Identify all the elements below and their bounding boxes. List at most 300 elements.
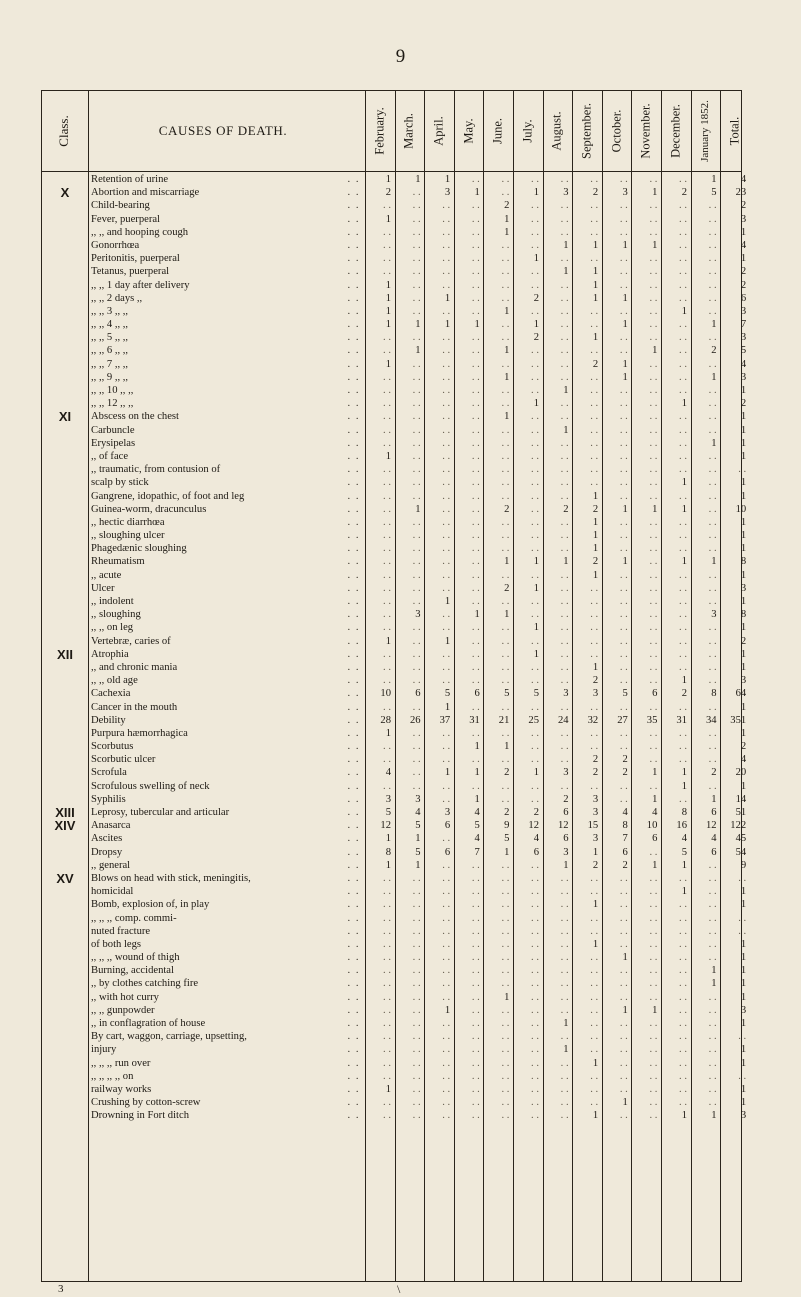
month-count: . . [679, 938, 687, 950]
month-count: 6 [711, 846, 717, 858]
leader-dots: . . [347, 886, 360, 898]
month-count: . . [708, 1097, 717, 1109]
total-count: 1 [740, 938, 747, 950]
month-count: . . [471, 556, 480, 568]
month-count: . . [501, 859, 510, 871]
month-count: 1 [711, 556, 717, 568]
cause-of-death [91, 503, 363, 516]
cause-of-death [91, 766, 363, 779]
month-count: . . [649, 253, 658, 265]
table-row [42, 991, 747, 1004]
month-count: . . [708, 701, 717, 713]
month-count: . . [560, 952, 569, 964]
month-header: September. [579, 103, 594, 159]
month-count: . . [383, 503, 391, 515]
month-count: . . [442, 385, 451, 396]
month-count: . . [590, 727, 599, 739]
table-row [42, 503, 747, 516]
month-count: . . [619, 965, 628, 977]
month-count: 37 [439, 714, 451, 726]
month-count: . . [619, 450, 628, 462]
month-count: . . [501, 569, 510, 581]
month-count: . . [679, 701, 687, 713]
month-count: . . [383, 385, 391, 396]
month-count: 1 [533, 556, 539, 568]
month-count: . . [383, 371, 391, 383]
month-count: . . [501, 319, 510, 331]
cause-of-death [91, 780, 363, 793]
total-count: 1 [740, 543, 747, 555]
month-count: 3 [622, 187, 628, 199]
cause-label: ,, ,, 7 ,, ,, [91, 358, 129, 370]
month-count: . . [619, 213, 628, 225]
month-count: . . [708, 398, 717, 410]
month-count: . . [590, 952, 599, 964]
month-count: . . [383, 1070, 391, 1082]
month-count: . . [442, 239, 451, 251]
month-count: . . [679, 213, 687, 225]
month-count: . . [679, 609, 687, 621]
month-count: . . [590, 319, 599, 331]
month-count: 1 [444, 292, 451, 304]
month-count: 2 [592, 859, 599, 871]
month-count: . . [590, 345, 599, 357]
month-count: . . [590, 424, 599, 436]
month-count: . . [531, 886, 539, 898]
month-count: . . [679, 648, 687, 660]
leader-dots: . . [347, 1070, 360, 1082]
cause-of-death [91, 344, 363, 357]
cause-label: ,, ,, 1 day after delivery [91, 279, 190, 291]
month-count: . . [619, 266, 628, 278]
month-count: . . [619, 569, 628, 581]
month-count: . . [412, 1044, 421, 1056]
table-row [42, 964, 747, 977]
month-count: 1 [592, 530, 599, 542]
cause-of-death [91, 199, 363, 212]
month-count: 1 [681, 1110, 687, 1122]
total-count: 1 [740, 437, 747, 449]
month-count: 6 [652, 688, 658, 700]
cause-label: Ulcer [91, 582, 115, 594]
month-count: . . [383, 648, 391, 660]
month-count: . . [531, 279, 539, 291]
table-row [42, 529, 747, 542]
cause-label: Erysipelas [91, 437, 136, 449]
cause-of-death [91, 1004, 363, 1017]
month-count: 26 [410, 714, 421, 726]
cause-of-death [91, 859, 363, 872]
month-count: 1 [711, 174, 717, 185]
month-count: . . [560, 727, 569, 739]
month-count: . . [679, 727, 687, 739]
month-count: . . [412, 437, 421, 449]
month-count: . . [412, 239, 421, 251]
month-count: . . [501, 675, 510, 687]
table-row [42, 595, 747, 608]
month-count: 1 [444, 767, 451, 779]
leader-dots: . . [347, 279, 360, 291]
month-count: . . [442, 411, 451, 423]
total-count: 3 [740, 675, 747, 687]
total-count: 3 [740, 213, 747, 225]
leader-dots: . . [347, 424, 360, 436]
month-count: 1 [592, 1110, 599, 1122]
month-count: . . [708, 239, 717, 251]
month-count: . . [590, 1070, 599, 1082]
month-count: . . [649, 1097, 658, 1109]
cause-of-death [91, 582, 363, 595]
month-count: . . [412, 886, 421, 898]
month-count: 1 [592, 661, 599, 673]
month-count: 1 [444, 596, 451, 607]
month-count: . . [708, 543, 717, 555]
month-count: 27 [617, 714, 628, 726]
total-count: 351 [730, 714, 747, 726]
cause-of-death [91, 964, 363, 977]
month-count: 1 [681, 886, 687, 898]
month-count: . . [679, 543, 687, 555]
month-count: . . [471, 859, 480, 871]
table-row [42, 450, 747, 463]
month-count: . . [590, 477, 599, 489]
total-count: 4 [740, 358, 747, 370]
month-count: 1 [415, 345, 421, 357]
month-count: . . [383, 780, 391, 792]
month-count: 1 [533, 319, 539, 331]
total-count: 1 [740, 477, 747, 489]
month-count: . . [412, 450, 421, 462]
month-header: May. [461, 118, 476, 144]
total-count: 2 [740, 741, 747, 753]
month-count: . . [412, 226, 421, 238]
month-count: 2 [592, 358, 599, 370]
cause-label: Vertebræ, caries of [91, 635, 171, 647]
month-count: . . [560, 464, 569, 476]
month-count: 1 [563, 859, 569, 871]
month-count: 1 [622, 1004, 628, 1016]
leader-dots: . . [347, 912, 360, 924]
month-count: . . [531, 754, 539, 766]
month-count: . . [708, 899, 717, 911]
month-count: 1 [474, 767, 480, 779]
total-count: 1 [740, 648, 747, 660]
month-count: . . [442, 1070, 451, 1082]
table-row [42, 859, 747, 872]
total-count: 1 [740, 991, 747, 1003]
month-count: . . [619, 925, 628, 937]
month-count: 1 [444, 174, 451, 185]
month-count: . . [619, 543, 628, 555]
month-count: . . [383, 596, 391, 607]
leader-dots: . . [347, 688, 360, 700]
month-count: 4 [681, 833, 687, 845]
total-count: 1 [740, 727, 747, 739]
leader-dots: . . [347, 899, 360, 911]
cause-of-death [91, 279, 363, 292]
month-count: . . [471, 978, 480, 990]
month-count: 10 [646, 820, 658, 832]
leader-dots: . . [347, 1031, 360, 1043]
month-count: 1 [711, 319, 717, 331]
month-count: . . [442, 793, 451, 805]
month-count: . . [560, 965, 569, 977]
month-count: 1 [622, 1097, 628, 1109]
month-count: . . [531, 675, 539, 687]
month-count: . . [708, 635, 717, 647]
month-count: . . [560, 582, 569, 594]
month-count: . . [383, 437, 391, 449]
month-count: . . [471, 701, 480, 713]
total-count: 45 [735, 833, 747, 845]
month-count: . . [412, 1097, 421, 1109]
month-count: . . [412, 1110, 421, 1122]
cause-of-death [91, 687, 363, 700]
month-count: . . [501, 952, 510, 964]
month-header: June. [490, 117, 505, 145]
month-count: . . [619, 1018, 628, 1029]
month-count: . . [708, 952, 717, 964]
month-count: 1 [385, 727, 391, 739]
cause-label: Scorbutic ulcer [91, 754, 156, 766]
month-count: 1 [711, 1110, 717, 1122]
month-count: . . [560, 226, 569, 238]
month-count: . . [383, 1097, 391, 1109]
month-count: . . [619, 385, 628, 396]
month-count: 8 [622, 820, 628, 832]
month-count: . . [649, 596, 658, 607]
month-count: . . [501, 385, 510, 396]
month-count: . . [442, 503, 451, 515]
month-count: . . [442, 925, 451, 937]
month-count: 1 [385, 635, 391, 647]
table-row [42, 384, 747, 397]
leader-dots: . . [347, 398, 360, 410]
month-count: . . [531, 490, 539, 502]
month-count: . . [501, 424, 510, 436]
month-count: . . [501, 464, 510, 476]
table-row [42, 938, 747, 951]
month-count: 1 [474, 187, 480, 199]
month-count: . . [649, 543, 658, 555]
cause-label: railway works [91, 1083, 152, 1095]
month-count: . . [560, 596, 569, 607]
table-row [42, 1096, 747, 1109]
month-count: . . [649, 305, 658, 317]
month-count: . . [590, 1044, 599, 1056]
table-row [42, 185, 747, 201]
month-count: . . [560, 174, 569, 185]
month-count: 1 [711, 437, 717, 449]
month-count: . . [442, 450, 451, 462]
month-count: . . [412, 490, 421, 502]
month-count: . . [708, 675, 717, 687]
total-count: 8 [740, 609, 747, 621]
month-count: . . [531, 635, 539, 647]
leader-dots: . . [347, 1004, 360, 1016]
footer-number: 3 [58, 1283, 64, 1295]
month-header: August. [549, 111, 564, 151]
table-row [42, 1057, 747, 1070]
month-header: February. [372, 107, 387, 155]
month-count: 1 [592, 239, 599, 251]
month-count: . . [531, 899, 539, 911]
month-count: . . [442, 582, 451, 594]
month-count: . . [471, 872, 480, 884]
month-count: . . [501, 477, 510, 489]
month-count: . . [442, 899, 451, 911]
month-count: 1 [444, 635, 451, 647]
cause-label: ,, ,, gunpowder [91, 1004, 155, 1016]
total-count: 54 [735, 846, 747, 858]
total-count: 1 [740, 385, 747, 396]
month-count: . . [619, 200, 628, 212]
month-count: . . [679, 569, 687, 581]
month-count: . . [442, 991, 451, 1003]
total-count: 1 [740, 886, 747, 898]
month-count: . . [383, 253, 391, 265]
month-count: . . [708, 385, 717, 396]
month-count: . . [679, 345, 687, 357]
month-count: . . [590, 1097, 599, 1109]
month-count: 5 [622, 688, 628, 700]
month-count: 1 [622, 556, 628, 568]
month-count: . . [501, 437, 510, 449]
leader-dots: . . [347, 622, 360, 634]
month-count: . . [442, 569, 451, 581]
month-count: . . [412, 530, 421, 542]
table-row [42, 1043, 747, 1056]
month-count: . . [619, 530, 628, 542]
table-row [42, 173, 747, 186]
month-count: 1 [652, 859, 658, 871]
month-count: . . [679, 266, 687, 278]
month-count: . . [619, 464, 628, 476]
month-count: . . [383, 477, 391, 489]
total-count: 1 [740, 780, 747, 792]
month-count: 1 [681, 780, 687, 792]
cause-of-death [91, 832, 363, 845]
month-count: . . [501, 1018, 510, 1029]
total-count: 4 [740, 174, 747, 185]
cause-label: scalp by stick [91, 477, 149, 489]
month-count: 2 [592, 675, 599, 687]
month-count: . . [619, 648, 628, 660]
month-count: 1 [592, 543, 599, 555]
cause-label: ,, sloughing [91, 609, 141, 621]
month-count: . . [560, 1004, 569, 1016]
month-count: . . [679, 411, 687, 423]
cause-of-death [91, 595, 363, 608]
month-count: . . [649, 319, 658, 331]
month-count: . . [560, 543, 569, 555]
month-count: 31 [676, 714, 687, 726]
month-count: . . [560, 648, 569, 660]
month-count: . . [560, 675, 569, 687]
table-row [42, 516, 747, 529]
month-count: 1 [592, 846, 599, 858]
month-count: . . [679, 174, 687, 185]
month-count: 1 [622, 358, 628, 370]
month-count: . . [590, 596, 599, 607]
leader-dots: . . [347, 925, 360, 937]
total-count: 2 [740, 200, 747, 212]
month-count: 1 [563, 1018, 569, 1029]
total-count: 4 [740, 754, 747, 766]
month-count: 12 [558, 820, 569, 832]
table-row [42, 766, 747, 779]
month-count: 1 [504, 846, 510, 858]
month-count: . . [708, 1004, 717, 1016]
month-count: . . [708, 872, 717, 884]
total-count: . . [738, 464, 747, 476]
cause-label: ,, and chronic mania [91, 661, 178, 673]
month-count: . . [560, 899, 569, 911]
month-count: . . [442, 648, 451, 660]
month-count: . . [531, 1070, 539, 1082]
month-count: . . [412, 912, 421, 924]
month-count: . . [590, 912, 599, 924]
month-count: 2 [563, 503, 569, 515]
leader-dots: . . [347, 543, 360, 555]
month-count: 1 [474, 319, 480, 331]
month-count: . . [708, 569, 717, 581]
month-count: . . [590, 253, 599, 265]
month-count: . . [531, 1083, 539, 1095]
month-count: 12 [706, 820, 717, 832]
month-count: . . [471, 477, 480, 489]
leader-dots: . . [347, 1097, 360, 1109]
month-count: . . [471, 952, 480, 964]
month-count: 5 [504, 688, 510, 700]
month-count: 1 [444, 1004, 451, 1016]
month-count: 3 [592, 833, 599, 845]
header-rule [42, 171, 741, 172]
month-count: . . [619, 872, 628, 884]
month-count: . . [412, 596, 421, 607]
month-count: . . [383, 398, 391, 410]
month-count: 1 [711, 965, 717, 977]
month-count: . . [560, 411, 569, 423]
month-count: . . [412, 477, 421, 489]
month-count: . . [471, 358, 480, 370]
month-count: . . [619, 1110, 628, 1122]
month-count: . . [679, 1070, 687, 1082]
month-count: . . [471, 1031, 480, 1043]
leader-dots: . . [347, 727, 360, 739]
class-mark: X [60, 185, 70, 201]
table-row [42, 226, 747, 239]
month-count: . . [442, 1097, 451, 1109]
cause-label: ,, ,, old age [91, 675, 138, 687]
cause-label: Gangrene, idopathic, of foot and leg [91, 490, 245, 502]
month-count: 1 [592, 569, 599, 581]
cause-of-death [91, 1057, 363, 1070]
month-count: . . [560, 345, 569, 357]
month-count: 2 [533, 292, 539, 304]
month-count: 1 [385, 292, 391, 304]
cause-of-death [91, 806, 363, 819]
month-count: . . [471, 200, 480, 212]
cause-of-death [91, 476, 363, 489]
table-row [42, 701, 747, 714]
month-count: . . [471, 648, 480, 660]
month-count: . . [442, 1057, 451, 1069]
leader-dots: . . [347, 477, 360, 489]
month-count: . . [412, 701, 421, 713]
total-count: 3 [740, 1004, 747, 1016]
month-count: . . [560, 490, 569, 502]
